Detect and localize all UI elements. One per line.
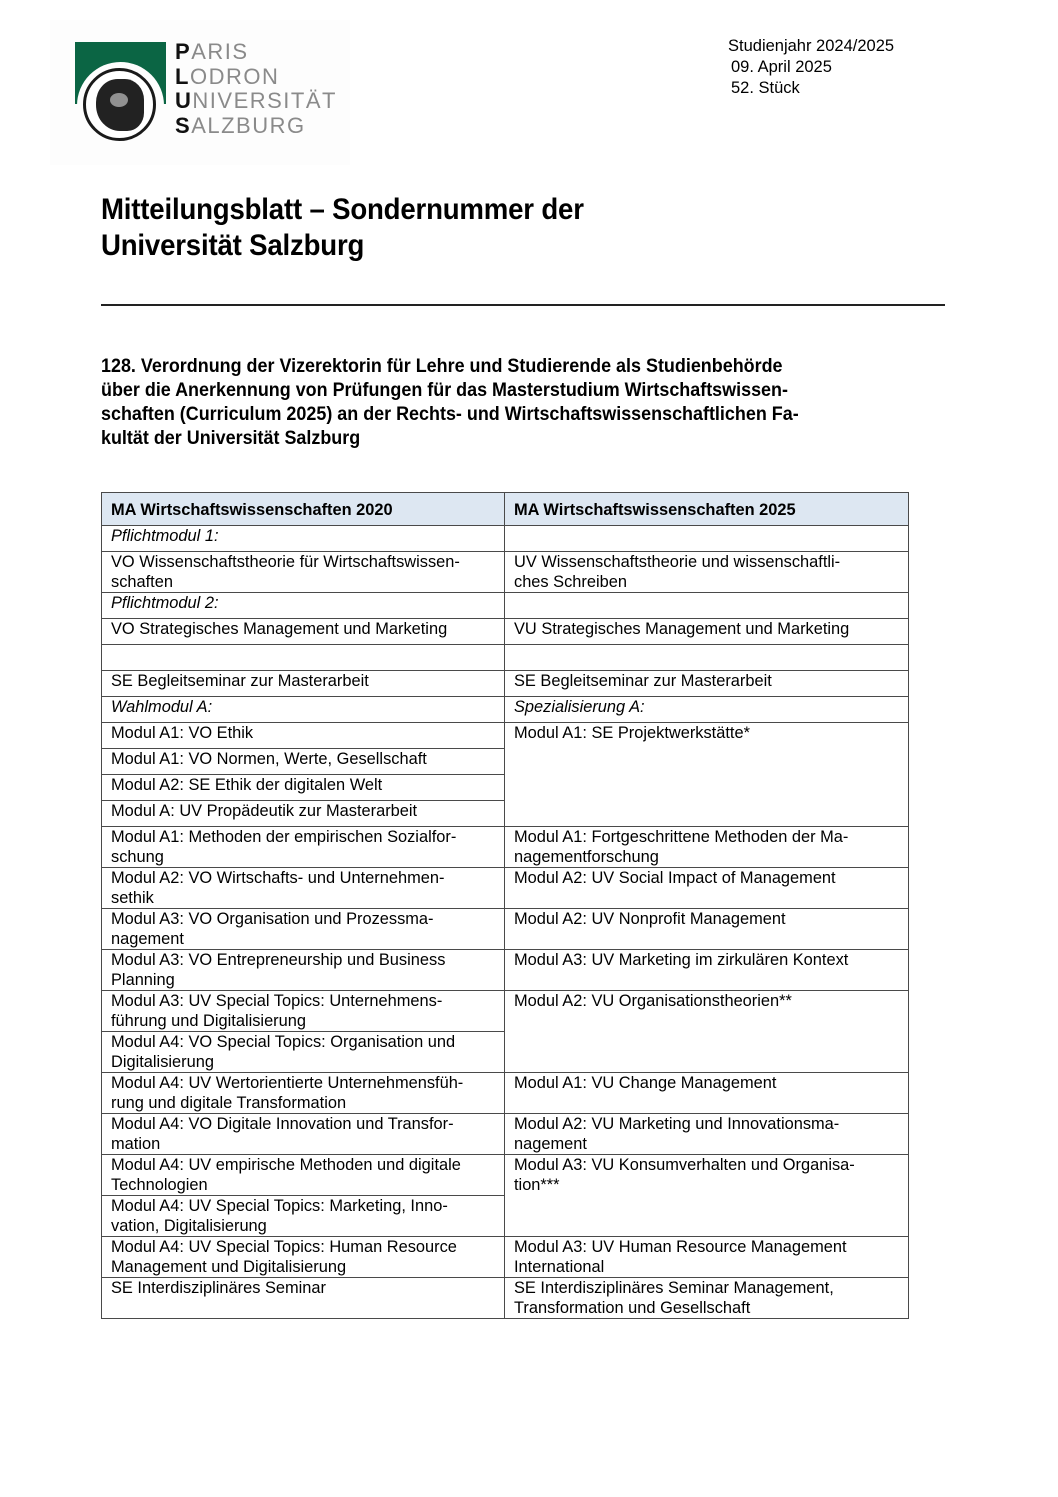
cell-line	[514, 526, 900, 546]
cell-2025	[505, 1278, 909, 1319]
horizontal-divider	[101, 304, 945, 306]
cell-line: Modul A3: UV Human Resource Management	[514, 1238, 847, 1256]
cell-line: SE Begleitseminar zur Masterarbeit	[111, 672, 369, 690]
cell-2020	[102, 868, 505, 909]
issue-meta	[728, 36, 894, 99]
table-row	[102, 645, 909, 671]
cell-line: Modul A1: VO Ethik	[111, 724, 254, 742]
table-row	[102, 723, 909, 749]
cell-line: nagement	[111, 930, 184, 948]
cell-line: Pflichtmodul 1:	[111, 527, 219, 545]
cell-2025	[505, 619, 909, 645]
logo-line: SALZBURG	[175, 112, 306, 138]
issue-date: 09. April 2025	[731, 58, 832, 76]
cell-2020	[102, 1032, 505, 1073]
cell-line: Modul A2: UV Nonprofit Management	[514, 910, 786, 928]
cell-line: Modul A2: SE Ethik der digitalen Welt	[111, 776, 383, 794]
cell-line: Transformation und Gesellschaft	[514, 1299, 751, 1317]
cell-2025	[505, 1237, 909, 1278]
table-row	[102, 827, 909, 868]
academic-year: Studienjahr 2024/2025	[728, 37, 895, 55]
cell-2020	[102, 909, 505, 950]
cell-2025	[505, 723, 909, 827]
cell-line: rung und digitale Transformation	[111, 1094, 347, 1112]
table-row	[102, 868, 909, 909]
cell-2020	[102, 1278, 505, 1319]
cell-line: ches Schreiben	[514, 573, 627, 591]
cell-2020	[102, 775, 505, 801]
cell-2020	[102, 723, 505, 749]
column-header-2020: MA Wirtschaftswissenschaften 2020	[102, 493, 505, 526]
regulation-heading: 128. Verordnung der Vizerektorin für Lehre und Studierende als Studienbehörde über die Anerkennung von Prüfungen für das Masterstudium Wirtschaftswissen- schaften (Curriculum 2025) an der Rechts- und Wirtschaftswissenschaftlichen Fa- kultät der Universität Salzburg	[101, 355, 799, 449]
cell-2025	[505, 909, 909, 950]
cell-line: Wahlmodul A:	[111, 698, 213, 716]
table-row	[102, 697, 909, 723]
cell-line: VO Wissenschaftstheorie für Wirtschaftswissen-	[111, 553, 460, 571]
cell-2020	[102, 1114, 505, 1155]
cell-2025	[505, 991, 909, 1073]
cell-2025	[505, 950, 909, 991]
table-row	[102, 991, 909, 1032]
issue-number: 52. Stück	[731, 79, 800, 97]
table-header-row	[102, 493, 909, 526]
cell-2020	[102, 619, 505, 645]
lion-emblem-icon	[96, 79, 144, 131]
cell-2020	[102, 526, 505, 552]
cell-2025	[505, 526, 909, 552]
cell-line: Technologien	[111, 1176, 208, 1194]
cell-line: Management und Digitalisierung	[111, 1258, 347, 1276]
cell-line: Modul A1: Fortgeschrittene Methoden der Ma-	[514, 828, 849, 846]
cell-line: mation	[111, 1135, 161, 1153]
cell-2025	[505, 671, 909, 697]
table-row	[102, 1278, 909, 1319]
table-row	[102, 1114, 909, 1155]
cell-2025	[505, 827, 909, 868]
logo-line: UNIVERSITÄT	[175, 88, 337, 113]
logo-line: PARIS	[175, 39, 249, 64]
cell-2025	[505, 1114, 909, 1155]
table-row	[102, 552, 909, 593]
cell-line: Modul A1: Methoden der empirischen Sozialfor-	[111, 828, 457, 846]
page-title: Mitteilungsblatt – Sondernummer der Universität Salzburg	[101, 193, 584, 262]
cell-line: Modul A3: VO Entrepreneurship und Business	[111, 951, 446, 969]
cell-line: SE Interdisziplinäres Seminar	[111, 1279, 326, 1297]
table-row	[102, 526, 909, 552]
table-row	[102, 950, 909, 991]
cell-2020	[102, 950, 505, 991]
cell-line: Planning	[111, 971, 175, 989]
cell-2020	[102, 1155, 505, 1196]
cell-2025	[505, 697, 909, 723]
cell-line: schung	[111, 848, 164, 866]
cell-line: SE Interdisziplinäres Seminar Management,	[514, 1279, 834, 1297]
cell-line: Pflichtmodul 2:	[111, 594, 219, 612]
cell-line: Modul A3: UV Special Topics: Unternehmens-	[111, 992, 443, 1010]
cell-line: Modul A4: VO Special Topics: Organisation und	[111, 1033, 456, 1051]
cell-2020	[102, 1237, 505, 1278]
cell-line: Digitalisierung	[111, 1053, 214, 1071]
cell-2020	[102, 749, 505, 775]
cell-line: führung und Digitalisierung	[111, 1012, 306, 1030]
cell-line: Modul A2: VO Wirtschafts- und Unternehmen-	[111, 869, 445, 887]
cell-line: schaften	[111, 573, 173, 591]
cell-line: nagementforschung	[514, 848, 659, 866]
university-logo	[50, 20, 350, 165]
cell-2020	[102, 991, 505, 1032]
cell-2020	[102, 801, 505, 827]
cell-line: Modul A3: VO Organisation und Prozessma-	[111, 910, 434, 928]
cell-line: vation, Digitalisierung	[111, 1217, 267, 1235]
table-row	[102, 1237, 909, 1278]
cell-line	[514, 645, 900, 665]
table-body	[102, 526, 909, 1319]
column-header-2025: MA Wirtschaftswissenschaften 2025	[505, 493, 909, 526]
cell-line: Modul A1: VO Normen, Werte, Gesellschaft	[111, 750, 427, 768]
cell-line: tion***	[514, 1176, 560, 1194]
cell-line: Modul A2: VU Marketing und Innovationsma-	[514, 1115, 840, 1133]
cell-line: sethik	[111, 889, 154, 907]
lion-seal-icon	[83, 68, 156, 141]
table-row	[102, 593, 909, 619]
cell-line: SE Begleitseminar zur Masterarbeit	[514, 672, 772, 690]
cell-2025	[505, 552, 909, 593]
cell-line: UV Wissenschaftstheorie und wissenschaftli-	[514, 553, 841, 571]
logo-wordmark	[175, 40, 337, 138]
cell-2020	[102, 1073, 505, 1114]
cell-line: nagement	[514, 1135, 587, 1153]
cell-2020	[102, 645, 505, 671]
cell-2025	[505, 1073, 909, 1114]
cell-line: VU Strategisches Management und Marketing	[514, 620, 850, 638]
cell-line: Modul A4: UV empirische Methoden und digitale	[111, 1156, 461, 1174]
cell-2020	[102, 593, 505, 619]
cell-line: Modul A4: UV Special Topics: Marketing, Inno-	[111, 1197, 448, 1215]
table-row	[102, 619, 909, 645]
table-row	[102, 909, 909, 950]
cell-2025	[505, 1155, 909, 1237]
cell-2020	[102, 671, 505, 697]
cell-line	[111, 645, 496, 665]
cell-line: Modul A2: UV Social Impact of Management	[514, 869, 836, 887]
table-row	[102, 671, 909, 697]
cell-line: Modul A3: UV Marketing im zirkulären Kontext	[514, 951, 849, 969]
cell-line: International	[514, 1258, 605, 1276]
cell-line: Modul A2: VU Organisationstheorien**	[514, 992, 792, 1010]
cell-line: Modul A1: SE Projektwerkstätte*	[514, 724, 750, 742]
cell-line: Modul A: UV Propädeutik zur Masterarbeit	[111, 802, 418, 820]
cell-line: VO Strategisches Management und Marketing	[111, 620, 448, 638]
cell-2025	[505, 868, 909, 909]
equivalence-table	[101, 492, 909, 1319]
cell-2020	[102, 552, 505, 593]
cell-line: Modul A3: VU Konsumverhalten und Organisa-	[514, 1156, 855, 1174]
cell-2020	[102, 827, 505, 868]
table-row	[102, 1155, 909, 1196]
cell-2020	[102, 1196, 505, 1237]
cell-2025	[505, 593, 909, 619]
cell-line: Modul A1: VU Change Management	[514, 1074, 777, 1092]
cell-2020	[102, 697, 505, 723]
logo-line: LODRON	[175, 63, 280, 89]
cell-line: Modul A4: VO Digitale Innovation und Transfor-	[111, 1115, 454, 1133]
table-row	[102, 1073, 909, 1114]
cell-line: Modul A4: UV Wertorientierte Unternehmensfüh-	[111, 1074, 464, 1092]
cell-line: Spezialisierung A:	[514, 698, 645, 716]
cell-line	[514, 593, 900, 613]
cell-line: Modul A4: UV Special Topics: Human Resource	[111, 1238, 457, 1256]
cell-2025	[505, 645, 909, 671]
